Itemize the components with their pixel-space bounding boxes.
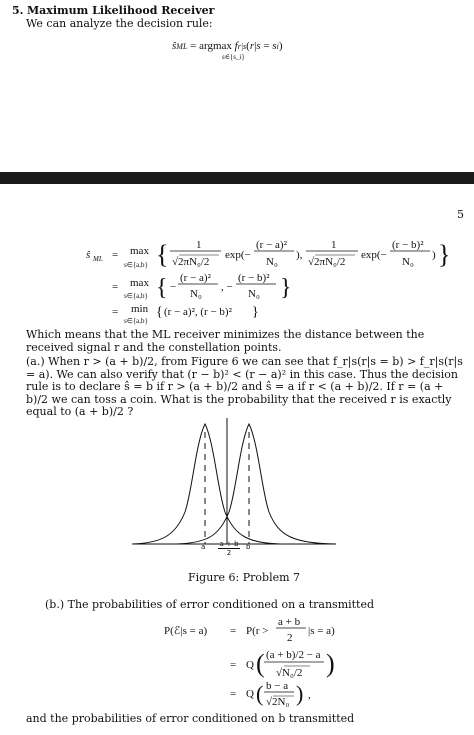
svg-text:b − a: b − a xyxy=(266,680,289,692)
svg-text:s∈{a,b}: s∈{a,b} xyxy=(124,292,148,300)
page-break-band xyxy=(0,172,474,184)
equation-top: ŝML = argmax fr|s(r|s = si) xyxy=(172,40,283,52)
svg-text:): ) xyxy=(326,649,335,678)
svg-text:(r − b)²: (r − b)² xyxy=(392,239,424,251)
paragraph-ml-distance: Which means that the ML receiver minimizes the distance between the received signal r and the constellation points. xyxy=(26,328,425,354)
intro-text: We can analyze the decision rule: xyxy=(26,17,213,30)
svg-text:ML: ML xyxy=(93,255,103,263)
svg-text:(r − a)², (r − b)²: (r − a)², (r − b)² xyxy=(164,306,232,318)
section-heading xyxy=(12,4,214,17)
figure-label-mid-num: a + b xyxy=(219,540,239,548)
section-number: 5. xyxy=(12,4,24,17)
svg-text:√N₀/2: √N₀/2 xyxy=(276,667,303,679)
svg-text:1: 1 xyxy=(196,239,202,251)
svg-text:=: = xyxy=(230,625,237,637)
svg-text:P(ℰ|s = a): P(ℰ|s = a) xyxy=(164,625,208,637)
svg-text:, −: , − xyxy=(221,281,233,293)
svg-text:√2πN₀/2: √2πN₀/2 xyxy=(172,256,210,268)
svg-text:min: min xyxy=(131,303,149,315)
svg-text:=: = xyxy=(112,306,119,318)
section-title: Maximum Likelihood Receiver xyxy=(26,4,215,17)
svg-text:exp(−: exp(− xyxy=(361,249,387,261)
svg-text:N₀: N₀ xyxy=(190,288,202,300)
svg-text:,: , xyxy=(308,689,311,701)
svg-text:√2πN₀/2: √2πN₀/2 xyxy=(308,256,346,268)
svg-text:1: 1 xyxy=(331,239,337,251)
svg-text:(: ( xyxy=(256,649,265,678)
svg-text:max: max xyxy=(130,245,149,257)
svg-text:),: ), xyxy=(296,249,303,261)
svg-text:a + b: a + b xyxy=(278,616,301,628)
svg-text:Q: Q xyxy=(246,688,254,700)
svg-text:s∈{a,b}: s∈{a,b} xyxy=(124,261,148,269)
svg-text:=: = xyxy=(112,249,119,261)
equation-top-subscript: s∈{s_i} xyxy=(222,53,245,61)
svg-text:{: { xyxy=(156,305,163,320)
figure-label-mid-den: 2 xyxy=(226,549,232,557)
svg-text:exp(−: exp(− xyxy=(225,249,251,261)
svg-text:(r − a)²: (r − a)² xyxy=(180,272,211,284)
svg-text:}: } xyxy=(252,305,259,320)
svg-text:s∈{a,b}: s∈{a,b} xyxy=(124,317,148,325)
svg-text:ŝ: ŝ xyxy=(86,249,91,261)
part-b-equations xyxy=(160,612,460,708)
svg-text:Q: Q xyxy=(246,659,254,671)
figure-label-mid xyxy=(218,540,240,557)
svg-text:−: − xyxy=(170,281,177,293)
gaussian-curve-b xyxy=(176,424,336,544)
svg-text:): ) xyxy=(432,249,436,261)
svg-text:(r − a)²: (r − a)² xyxy=(256,239,287,251)
svg-text:(: ( xyxy=(256,681,264,706)
paragraph-part-a: (a.) When r > (a + b)/2, from Figure 6 we can see that f_r|s(r|s = b) > f_r|s(r|s = a). We can also verify that (r − b)² < (r − a)² in this case. Thus the decision rule is to declare ŝ = b if r > (a + b)/2 and ŝ = a if r < (a + b)/2. If r = (a + b)/2 we can toss a coin. What is the probability that the received r is exactly equal to (a + b)/2 ? xyxy=(26,355,463,418)
svg-text:(r − b)²: (r − b)² xyxy=(238,272,270,284)
svg-text:=: = xyxy=(112,281,119,293)
svg-text:N₀: N₀ xyxy=(266,256,278,268)
svg-text:(a + b)/2 − a: (a + b)/2 − a xyxy=(266,649,321,661)
derivation-svg xyxy=(86,236,466,326)
page-number: 5 xyxy=(457,208,464,221)
svg-text:P(r >: P(r > xyxy=(246,625,269,637)
part-b-svg xyxy=(160,612,460,708)
part-b-text: (b.) The probabilities of error conditioned on a transmitted xyxy=(45,598,375,611)
svg-text:max: max xyxy=(130,277,149,289)
svg-text:=: = xyxy=(230,688,237,700)
svg-text:N₀: N₀ xyxy=(402,256,414,268)
svg-text:}: } xyxy=(438,240,451,269)
svg-text:√2N₀: √2N₀ xyxy=(266,696,290,708)
svg-text:N₀: N₀ xyxy=(248,288,260,300)
svg-text:{: { xyxy=(156,240,169,269)
svg-text:{: { xyxy=(156,275,168,301)
svg-text:): ) xyxy=(296,681,304,706)
derivation-block xyxy=(86,236,466,326)
svg-text:2: 2 xyxy=(287,632,293,644)
figure-label-a: a xyxy=(201,543,206,551)
figure-label-b: b xyxy=(246,543,251,551)
figure-caption: Figure 6: Problem 7 xyxy=(188,571,301,584)
svg-text:=: = xyxy=(230,659,237,671)
gaussian-curve-a xyxy=(132,424,280,544)
svg-text:|s = a): |s = a) xyxy=(308,625,335,637)
closing-text: and the probabilities of error conditioned on b transmitted xyxy=(26,712,355,725)
svg-text:}: } xyxy=(280,275,292,301)
